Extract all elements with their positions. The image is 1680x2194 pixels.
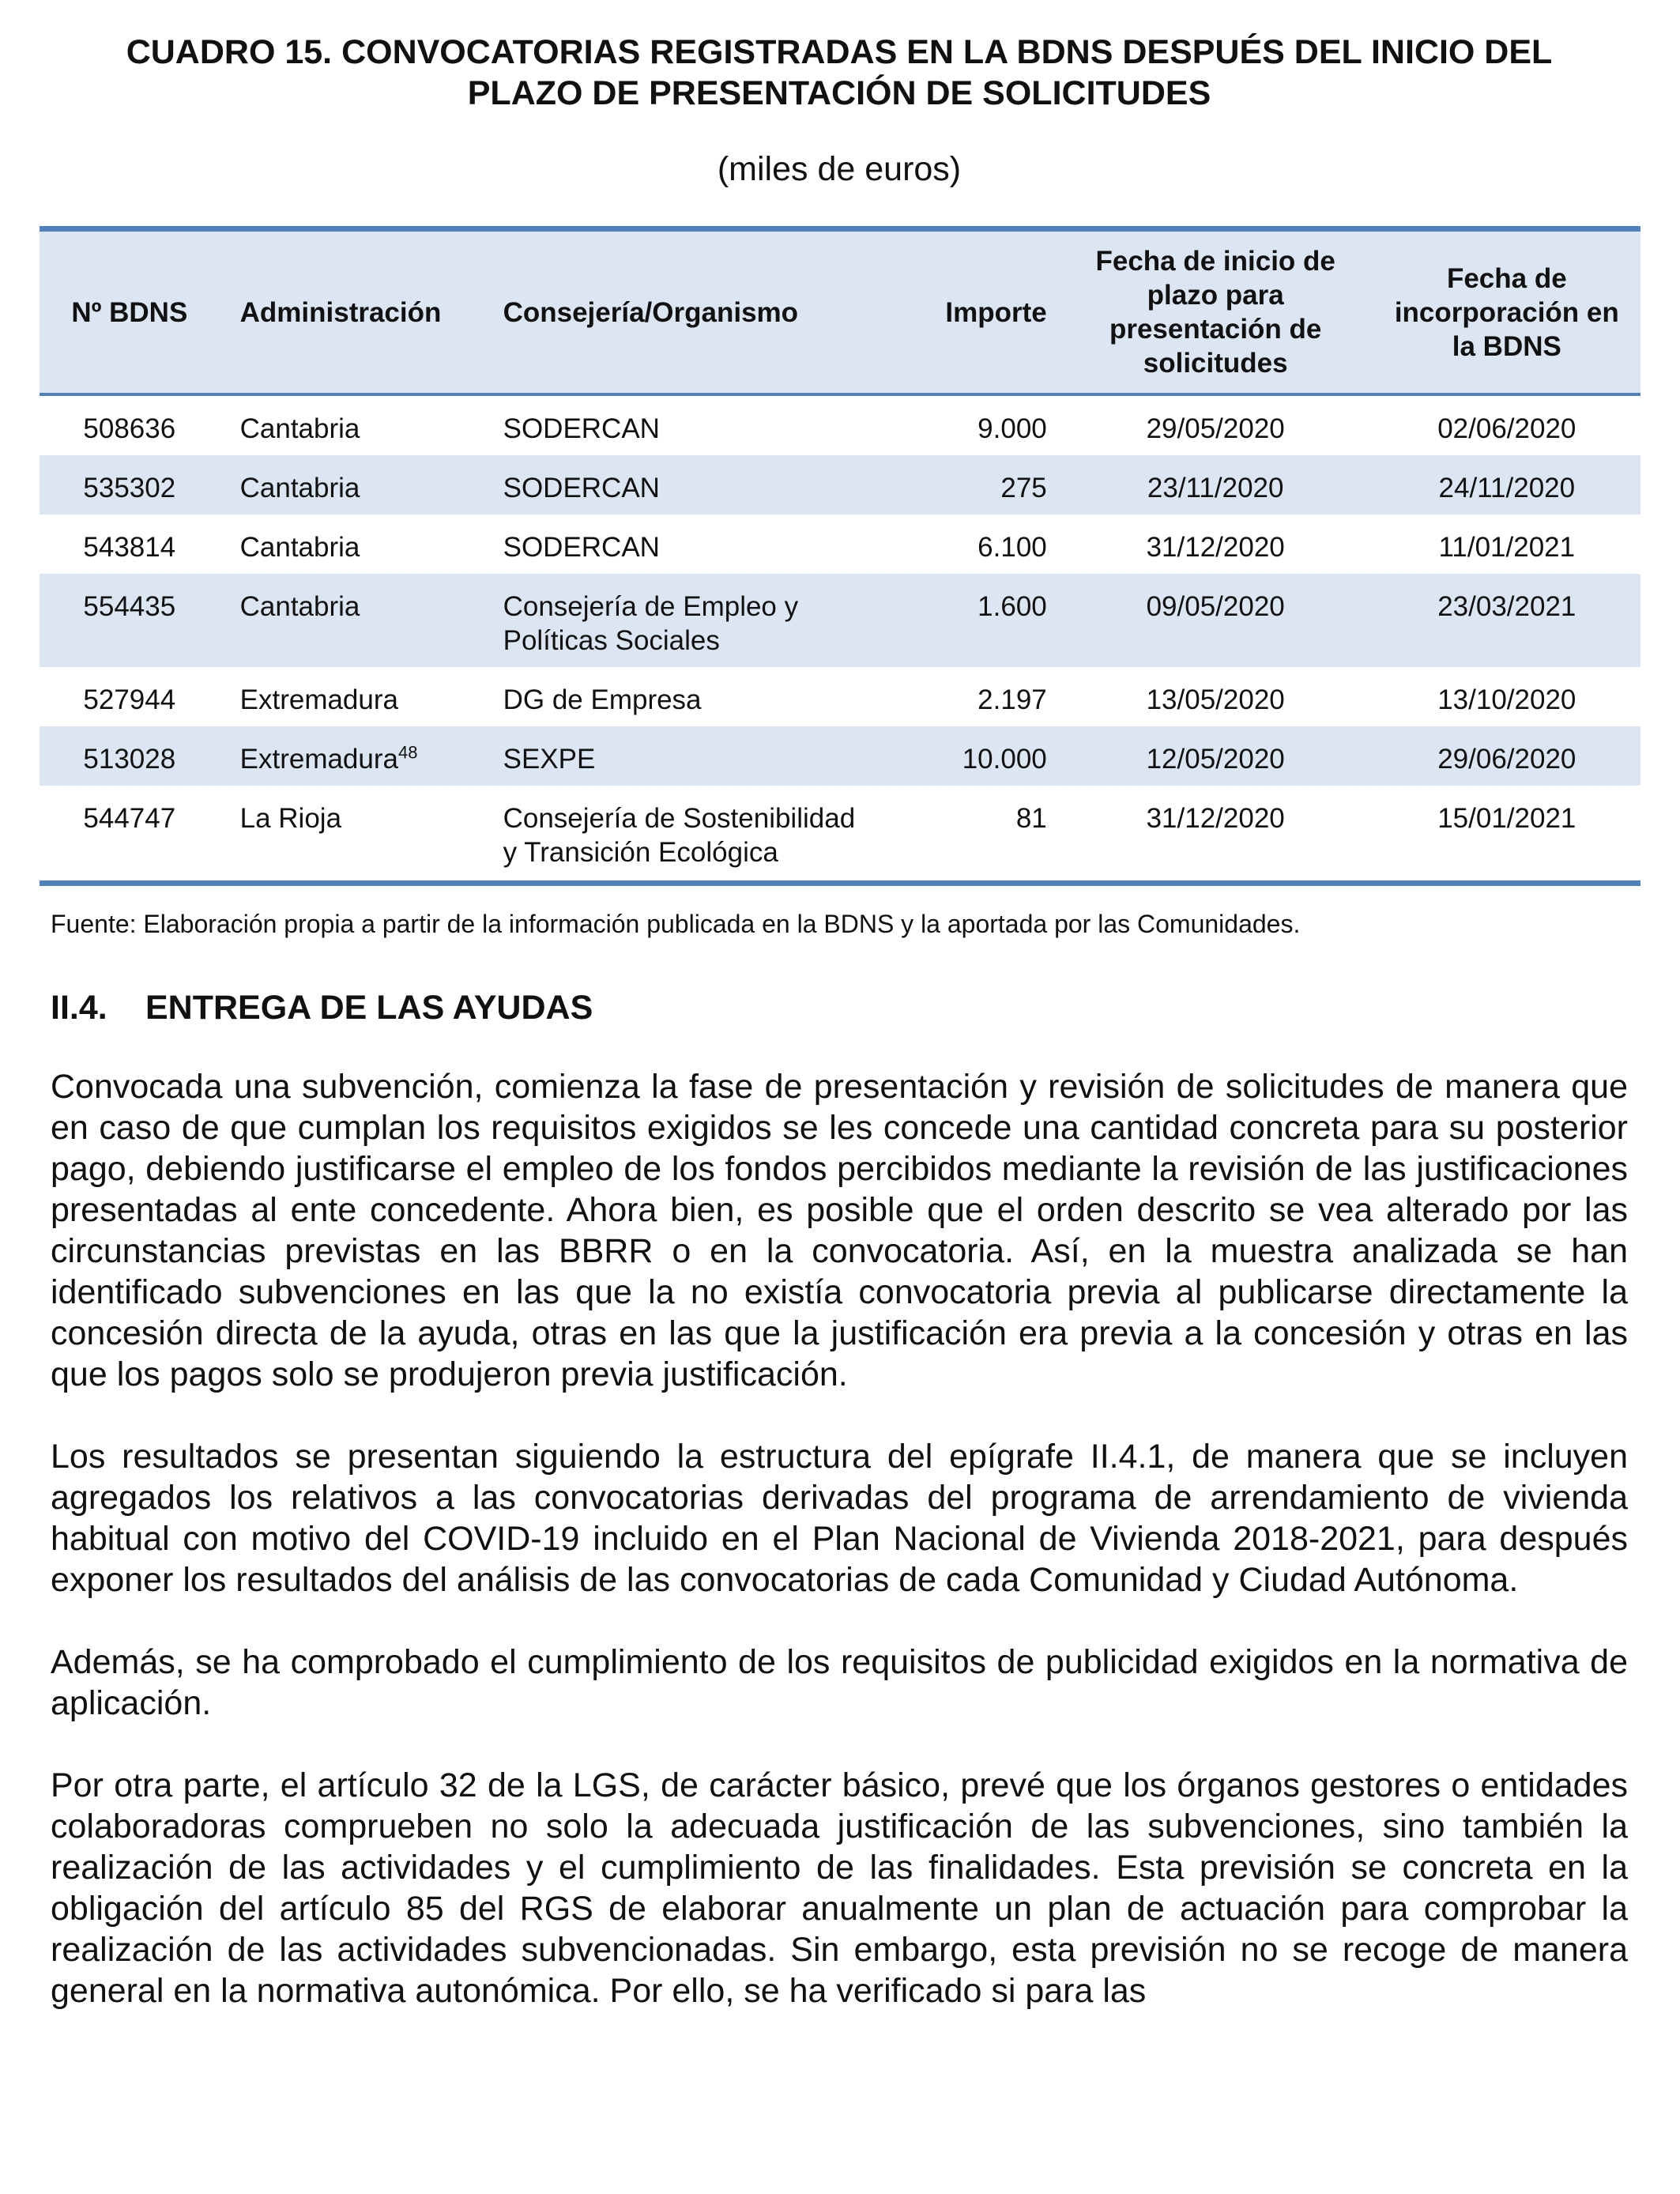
title-line-2: PLAZO DE PRESENTACIÓN DE SOLICITUDES xyxy=(467,74,1211,112)
table-source-note: Fuente: Elaboración propia a partir de la información publicada en la BDNS y la aportada por las Comunidades. xyxy=(51,910,1301,938)
section-heading xyxy=(51,987,1628,1028)
cell-administracion: Cantabria xyxy=(239,413,360,444)
header-fecha-bdns: Fecha de incorporación en la BDNS xyxy=(1373,229,1640,395)
cell-organismo: SODERCAN xyxy=(503,413,660,444)
cell-organismo: SEXPE xyxy=(503,744,596,775)
table-row xyxy=(40,786,1640,884)
units-label: (miles de euros) xyxy=(717,150,962,188)
cell-importe: 2.197 xyxy=(977,684,1047,715)
cell-fecha-inicio: 12/05/2020 xyxy=(1146,744,1285,775)
cell-bdns: 513028 xyxy=(83,744,176,775)
admin-name: Extremadura xyxy=(239,744,398,775)
cell-importe: 10.000 xyxy=(962,744,1047,775)
header-organismo: Consejería/Organismo xyxy=(484,229,884,395)
cell-administracion: Cantabria xyxy=(239,591,360,622)
footnote-ref[interactable]: 48 xyxy=(398,742,418,763)
body-paragraph: Además, se ha comprobado el cumplimiento de los requisitos de publicidad exigidos en la normativa de aplicación. xyxy=(51,1643,1628,1722)
cell-administracion: Cantabria xyxy=(239,473,360,503)
table-row xyxy=(40,515,1640,574)
section-number: II.4. xyxy=(51,989,107,1027)
table-row xyxy=(40,455,1640,515)
cell-fecha-inicio: 23/11/2020 xyxy=(1147,473,1284,503)
table-row xyxy=(40,394,1640,455)
cell-fecha-inicio: 29/05/2020 xyxy=(1146,413,1285,444)
header-administracion: Administración xyxy=(220,229,484,395)
header-fecha-inicio: Fecha de inicio de plazo para presentación de solicitudes xyxy=(1058,229,1373,395)
title-line-1: CUADRO 15. CONVOCATORIAS REGISTRADAS EN LA BDNS DESPUÉS DEL INICIO DEL xyxy=(126,33,1553,71)
cell-organismo: Consejería de Empleo y Políticas Sociales xyxy=(503,591,799,656)
cell-fecha-bdns: 13/10/2020 xyxy=(1437,684,1576,715)
cell-fecha-inicio: 09/05/2020 xyxy=(1146,591,1285,622)
cell-fecha-bdns: 11/01/2021 xyxy=(1438,532,1576,563)
body-paragraph: Por otra parte, el artículo 32 de la LGS, de carácter básico, prevé que los órganos gestores o entidades colaboradoras comprueben no solo la adecuada justificación de las subvenciones, sino también la realización de las actividades y el cumplimiento de las finalidades. Esta previsión se concreta en la obligación del artículo 85 del RGS de elaborar anualmente un plan de actuación para comprobar la realización de las actividades subvencionadas. Sin embargo, esta previsión no se recoge de manera general en la normativa autonómica. Por ello, se ha verificado si para las xyxy=(51,1766,1628,2010)
cell-bdns: 508636 xyxy=(83,413,176,444)
cell-organismo: DG de Empresa xyxy=(503,684,702,715)
table-row xyxy=(40,574,1640,667)
cell-importe: 9.000 xyxy=(977,413,1047,444)
table-title xyxy=(51,32,1628,114)
cell-fecha-bdns: 29/06/2020 xyxy=(1437,744,1576,775)
cell-organismo: Consejería de Sostenibilidad y Transición Ecológica xyxy=(484,786,884,884)
table-header-row xyxy=(40,229,1640,395)
cell-administracion: Cantabria xyxy=(239,532,360,563)
cell-fecha-bdns: 15/01/2021 xyxy=(1373,786,1640,884)
cell-fecha-inicio: 31/12/2020 xyxy=(1058,786,1373,884)
table-row xyxy=(40,726,1640,786)
body-paragraph: Convocada una subvención, comienza la fase de presentación y revisión de solicitudes de manera que en caso de que cumplan los requisitos exigidos se les concede una cantidad concreta para su posterior pago, debiendo justificarse el empleo de los fondos percibidos mediante la revisión de las justificaciones presentadas al ente concedente. Ahora bien, es posible que el orden descrito se vea alterado por las circunstancias previstas en las BBRR o en la convocatoria. Así, en la muestra analizada se han identificado subvenciones en las que la no existía convocatoria previa al publicarse directamente la concesión directa de la ayuda, otras en las que la justificación era previa a la concesión y otras en las que los pagos solo se produjeron previa justificación. xyxy=(51,1068,1628,1393)
cell-importe: 1.600 xyxy=(977,591,1047,622)
cell-bdns: 554435 xyxy=(83,591,176,622)
body-paragraph: Los resultados se presentan siguiendo la estructura del epígrafe II.4.1, de manera que se incluyen agregados los relativos a las convocatorias derivadas del programa de arrendamiento de vivienda habitual con motivo del COVID-19 incluido en el Plan Nacional de Vivienda 2018-2021, para después exponer los resultados del análisis de las convocatorias de cada Comunidad y Ciudad Autónoma. xyxy=(51,1438,1628,1599)
cell-importe: 81 xyxy=(884,786,1058,884)
cell-fecha-bdns: 24/11/2020 xyxy=(1438,473,1576,503)
table-row xyxy=(40,667,1640,726)
cell-bdns: 535302 xyxy=(83,473,176,503)
cell-administracion: La Rioja xyxy=(220,786,484,884)
section-title: ENTREGA DE LAS AYUDAS xyxy=(145,989,593,1027)
convocatorias-table xyxy=(40,226,1640,886)
cell-fecha-inicio: 13/05/2020 xyxy=(1146,684,1285,715)
document-page xyxy=(51,32,1628,2011)
header-bdns: Nº BDNS xyxy=(40,229,220,395)
cell-administracion: Extremadura xyxy=(239,684,398,715)
cell-administracion xyxy=(220,726,484,786)
cell-bdns: 544747 xyxy=(40,786,220,884)
cell-bdns: 543814 xyxy=(83,532,176,563)
cell-organismo: SODERCAN xyxy=(503,473,660,503)
cell-importe: 6.100 xyxy=(977,532,1047,563)
cell-fecha-inicio: 31/12/2020 xyxy=(1146,532,1285,563)
cell-fecha-bdns: 23/03/2021 xyxy=(1437,591,1576,622)
cell-importe: 275 xyxy=(1000,473,1047,503)
cell-fecha-bdns: 02/06/2020 xyxy=(1437,413,1576,444)
cell-bdns: 527944 xyxy=(83,684,176,715)
header-importe: Importe xyxy=(884,229,1058,395)
cell-organismo: SODERCAN xyxy=(503,532,660,563)
